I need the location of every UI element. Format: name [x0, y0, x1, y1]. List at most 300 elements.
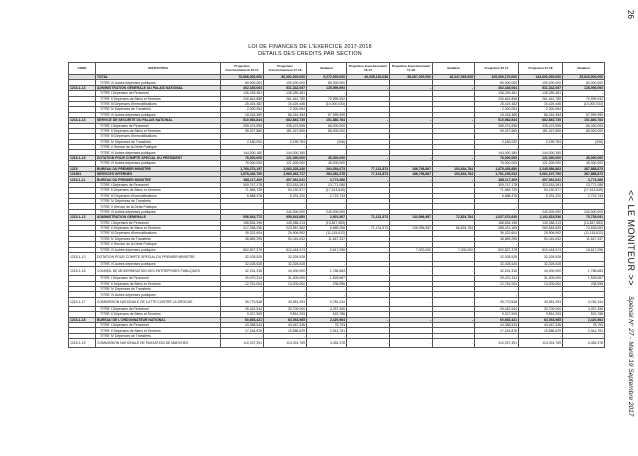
row-value: 40,551,293: [519, 297, 563, 306]
row-value: 9,272,000,000: [307, 75, 347, 80]
row-value: 269,474,996: [475, 123, 519, 128]
row-label: SERVICES INTERNES: [96, 172, 221, 177]
row-value: 151,880,784: [563, 118, 605, 123]
row-value: 240,000,000: [264, 209, 307, 214]
row-value: 13,000,000: [519, 281, 563, 286]
row-value: 269,474,996: [221, 123, 264, 128]
row-value: -: [264, 204, 307, 209]
row-value: 217,338,296: [221, 225, 264, 230]
row-label: TITRE II Dépenses de Biens et Services: [96, 312, 221, 317]
row-value: -: [475, 145, 519, 150]
header-total-1617: Projection 16-17: [475, 63, 519, 75]
row-value: 32,028,528: [475, 261, 519, 266]
row-value: 32,028,528: [519, 252, 563, 261]
row-label: COMMISSION NATIONALE DE LUTTE CONTRE LA DROGUE: [96, 297, 221, 306]
row-value: 32,028,528: [221, 261, 264, 266]
row-value: 2,420,564: [563, 317, 605, 322]
row-value: 45,000,000: [307, 155, 347, 160]
row-value: 71,131,973: [347, 215, 390, 220]
row-value: 502,827,378: [221, 247, 264, 252]
row-value: -: [433, 339, 475, 348]
row-value: -: [221, 209, 264, 214]
row-code: 1215-1-19: [69, 339, 96, 348]
row-value: -: [390, 155, 433, 160]
row-value: 9,291,220: [264, 193, 307, 198]
row-value: -: [475, 198, 519, 203]
row-value: 145,086,213: [264, 220, 307, 225]
row-value: 4,257,456: [307, 306, 347, 311]
row-value: -: [519, 287, 563, 292]
row-code: 1216-1-16: [69, 155, 96, 160]
row-value: 2,159,784: [264, 139, 307, 144]
row-value: -: [519, 134, 563, 139]
row-value: -: [390, 267, 433, 276]
row-label: TITRE II Dépenses de Biens et Services: [96, 281, 221, 286]
row-code: 1216-1-13: [69, 118, 96, 123]
row-value: -: [221, 333, 264, 338]
row-value: 136,259,481: [475, 91, 519, 96]
row-value: 4,781,244: [307, 297, 347, 306]
row-value: 402,345,064: [221, 85, 264, 90]
row-value: 110,037,391: [475, 339, 519, 348]
document-title: LOI DE FINANCES DE L'EXERCICE 2017-2018: [248, 44, 372, 50]
row-value: -: [347, 317, 390, 322]
row-value: -: [307, 292, 347, 297]
row-value: 66,824,784: [433, 225, 475, 230]
row-value: (206): [307, 139, 347, 144]
row-code: 121501: [69, 172, 96, 177]
row-value: 531,342,057: [264, 85, 307, 90]
row-value: -: [347, 267, 390, 276]
row-value: -: [221, 198, 264, 203]
row-value: -: [433, 297, 475, 306]
row-value: 11,647,337: [307, 236, 347, 241]
row-value: 240,000,000: [307, 209, 347, 214]
row-value: 56,067,200,000: [390, 75, 433, 80]
row-value: 2,000,054: [264, 107, 307, 112]
row-value: 26,442,544: [475, 306, 519, 311]
row-value: -: [390, 177, 433, 182]
row-value: 44,000,000: [519, 267, 563, 276]
row-value: -: [390, 297, 433, 306]
row-value: 25,619,000,000: [563, 75, 605, 80]
row-value: -: [390, 118, 433, 123]
row-value: 63,053,985: [264, 317, 307, 322]
row-value: 260,654,829: [519, 225, 563, 230]
row-value: 66,000,000: [307, 123, 347, 128]
header-fonct-variation: Variation: [307, 63, 347, 75]
row-value: -: [563, 91, 605, 96]
row-value: 80,000,000: [563, 80, 605, 85]
row-value: 2,180,000: [221, 139, 264, 144]
row-value: 15,424,448: [264, 101, 307, 106]
row-value: 32,028,528: [519, 261, 563, 266]
row-value: 76,000,000: [221, 155, 264, 160]
row-value: -: [307, 204, 347, 209]
row-value: 18,018,389: [475, 112, 519, 117]
row-value: -: [264, 333, 307, 338]
row-value: 71,131,973: [347, 225, 390, 230]
row-value: 128,996,993: [563, 85, 605, 90]
row-value: (11,115,612): [307, 231, 347, 236]
page-number: 26: [626, 10, 635, 19]
row-value: 223,987,582: [264, 225, 307, 230]
row-value: 110,037,391: [221, 339, 264, 348]
row-value: 38,869,295: [221, 236, 264, 241]
row-value: 2,063,328,340: [264, 166, 307, 171]
row-value: -: [307, 198, 347, 203]
row-value: 45,000,000: [307, 161, 347, 166]
row-value: -: [390, 85, 433, 90]
row-value: 1,102,818,536: [519, 215, 563, 220]
row-value: 2,180,000: [475, 139, 519, 144]
row-label: COMMISSION NATIONALE DE PASSATION DE MARCHES: [96, 339, 221, 348]
row-value: -: [519, 292, 563, 297]
row-code: 1215: [69, 166, 96, 171]
row-value: 2,000,054: [221, 107, 264, 112]
row-label: TITRE IV Dépenses de Transferts: [96, 236, 221, 241]
row-label: BUREAU DU PREMIER MINISTRE: [96, 166, 221, 171]
row-value: 35,770,648: [475, 297, 519, 306]
row-value: 32,028,528: [264, 261, 307, 266]
row-value: 54,150,577: [264, 188, 307, 193]
row-value: 6,689,296: [307, 225, 347, 230]
row-value: -: [519, 333, 563, 338]
row-value: 2,159,784: [519, 139, 563, 144]
row-value: -: [433, 155, 475, 160]
row-value: 76,000,000: [221, 161, 264, 166]
row-value: -: [264, 198, 307, 203]
document-title-block: [40, 44, 580, 58]
row-value: -: [307, 107, 347, 112]
row-value: -: [475, 242, 519, 247]
row-value: -: [264, 145, 307, 150]
row-value: 30,700,000: [264, 306, 307, 311]
row-value: 16,347,069,549: [433, 75, 475, 80]
row-value: -: [563, 333, 605, 338]
journal-issue: Spécial N° 27 - Mardi 19 Septembre 2017: [627, 296, 634, 417]
row-value: -: [221, 292, 264, 297]
row-value: 113,491,769: [264, 339, 307, 348]
row-value: 50,416,632: [519, 236, 563, 241]
row-label: TITRE II Dépenses de Biens et Services: [96, 188, 221, 193]
row-value: 309,747,178: [221, 182, 264, 187]
row-value: (10,000,034): [563, 101, 605, 106]
row-value: 7,000,000: [390, 247, 433, 252]
journal-title: << LE MONITEUR >>: [626, 190, 636, 287]
row-value: 145,086,213: [519, 220, 563, 225]
row-value: -: [563, 150, 605, 155]
row-value: 309,747,178: [475, 182, 519, 187]
row-value: 323,518,393: [519, 182, 563, 187]
row-value: 35,770,648: [221, 297, 264, 306]
row-value: 3,773,366: [563, 177, 605, 182]
row-value: 151,880,784: [307, 118, 347, 123]
row-value: 29,906,992: [264, 231, 307, 236]
row-value: -: [563, 107, 605, 112]
row-value: -: [347, 247, 390, 252]
row-label: TOTAL: [96, 75, 221, 80]
row-value: 1,529,687: [307, 276, 347, 281]
row-value: -: [475, 287, 519, 292]
row-value: -: [519, 145, 563, 150]
row-label: TITRE V Service de la Dette Publique: [96, 204, 221, 209]
row-label: TITRE II Dépenses de Biens et Services: [96, 225, 221, 230]
row-value: 25,424,482: [221, 101, 264, 106]
row-value: 4,781,244: [563, 297, 605, 306]
row-value: -: [563, 134, 605, 139]
row-label: TITRE VI Autres dépenses publiques: [96, 209, 221, 214]
row-value: 43,467,336: [264, 323, 307, 328]
row-value: 32,028,528: [221, 252, 264, 261]
row-value: 2,000,054: [475, 107, 519, 112]
row-value: 39,322,604: [475, 231, 519, 236]
row-value: 66,000,000: [563, 123, 605, 128]
row-value: 294,054,073: [307, 166, 347, 171]
row-code: 1215-1-12: [69, 215, 96, 220]
row-value: (10,000,034): [307, 101, 347, 106]
row-value: -: [519, 242, 563, 247]
row-value: 86,016,384: [264, 112, 307, 117]
row-value: 40,551,293: [264, 297, 307, 306]
row-value: 19,586,629: [264, 328, 307, 333]
row-value: -: [563, 261, 605, 266]
row-value: -: [563, 204, 605, 209]
row-value: 70,806,000,000: [221, 75, 264, 80]
row-code: 1216-1-13: [69, 85, 96, 90]
row-value: 75,735,091: [563, 215, 605, 220]
row-label: TITRE IV Dépenses de Transferts: [96, 287, 221, 292]
row-label: TITRE II Dépenses de Biens et Services: [96, 328, 221, 333]
row-value: 1,769,274,197: [221, 166, 264, 171]
row-value: 2,722,743: [563, 193, 605, 198]
row-value: 143,996,987: [390, 215, 433, 220]
row-label: TITRE VI Autres dépenses publiques: [96, 150, 221, 155]
row-value: -: [221, 145, 264, 150]
row-value: (13,847,983): [563, 220, 605, 225]
row-value: 357,991,041: [264, 177, 307, 182]
row-value: 510,982,844: [475, 118, 519, 123]
row-value: 230,842,858: [221, 96, 264, 101]
row-value: 42,231,316: [475, 267, 519, 276]
row-value: 144,000,180: [475, 150, 519, 155]
row-value: 523,788: [307, 312, 347, 317]
row-value: 26,442,544: [221, 306, 264, 311]
row-label: TITRE I Dépenses de Personnel: [96, 323, 221, 328]
row-value: 3,454,378: [563, 339, 605, 348]
row-value: 186,798,867: [390, 172, 433, 177]
row-value: 80,000,000: [475, 80, 519, 85]
row-value: 1,875,405,880: [475, 166, 519, 171]
row-value: -: [264, 242, 307, 247]
row-value: -: [221, 134, 264, 139]
row-label: TITRE I Dépenses de Personnel: [96, 306, 221, 311]
row-value: -: [221, 242, 264, 247]
row-value: 29,470,314: [475, 276, 519, 281]
header-total-1718: Projection 17-18: [519, 63, 563, 75]
journal-sidebar: [622, 10, 636, 446]
row-value: 13,771,088: [563, 182, 605, 187]
row-value: -: [307, 134, 347, 139]
row-value: -: [347, 339, 390, 348]
document-subtitle: DETAILS DES CREDITS PAR SECTION: [258, 51, 362, 57]
table-section-row: [69, 252, 605, 261]
row-label: TITRE VI Autres dépenses publiques: [96, 112, 221, 117]
row-value: 77,131,873: [347, 172, 390, 177]
row-code: 1215-1-11: [69, 177, 96, 182]
row-value: 60,653,421: [221, 317, 264, 322]
row-value: 9,617,096: [307, 247, 347, 252]
row-value: 39,322,604: [221, 231, 264, 236]
row-value: 12,761,004: [475, 281, 519, 286]
row-value: -: [563, 292, 605, 297]
row-label: BUREAU DE L'ORDONNATEUR NATIONAL: [96, 317, 221, 322]
row-value: -: [221, 287, 264, 292]
row-value: 181,327,865: [519, 128, 563, 133]
row-value: -: [563, 242, 605, 247]
row-value: 261,642,780: [519, 96, 563, 101]
row-value: 60,653,421: [475, 317, 519, 322]
row-value: 95,327,865: [475, 128, 519, 133]
row-value: 128,996,993: [307, 85, 347, 90]
row-value: 78,793: [563, 323, 605, 328]
table-section-row: [69, 339, 605, 348]
row-label: TITRE V Service de la Dette Publique: [96, 242, 221, 247]
row-value: 80,000,000: [307, 80, 347, 85]
row-label: TITRE I Dépenses de Personnel: [96, 123, 221, 128]
row-value: -: [307, 91, 347, 96]
row-value: -: [390, 317, 433, 322]
row-label: TITRE II Dépenses de Biens et Services: [96, 128, 221, 133]
row-code: 1215-1-18: [69, 317, 96, 322]
row-value: 284,082,378: [307, 172, 347, 177]
row-label: ADMINISTRATION GENERALE DU PALAIS NATIONAL: [96, 85, 221, 90]
row-value: 67,999,995: [563, 112, 605, 117]
row-value: 70,999,932: [307, 96, 347, 101]
row-value: -: [307, 150, 347, 155]
row-value: 13,000,000: [264, 281, 307, 286]
row-value: 323,518,393: [264, 182, 307, 187]
row-value: -: [347, 85, 390, 90]
row-value: -: [307, 261, 347, 266]
row-value: 519,444,474: [519, 247, 563, 252]
row-value: 136,259,481: [519, 91, 563, 96]
row-label: TITRE IV Dépenses de Transferts: [96, 107, 221, 112]
row-value: -: [307, 287, 347, 292]
row-value: 2,901,987: [307, 215, 347, 220]
row-value: 80,062,000,000: [264, 75, 307, 80]
row-label: TITRE IV Dépenses de Transferts: [96, 139, 221, 144]
table-section-row: [69, 267, 605, 276]
row-value: 19,586,629: [519, 328, 563, 333]
row-value: 2,245,956,863: [519, 166, 563, 171]
row-value: 86,016,384: [519, 112, 563, 117]
row-value: 367,888,873: [563, 166, 605, 171]
row-value: 3,061,107,790: [519, 172, 563, 177]
row-value: -: [563, 252, 605, 261]
row-value: 103,634,784: [433, 172, 475, 177]
row-value: 13,771,088: [307, 182, 347, 187]
row-value: 12,761,004: [221, 281, 264, 286]
row-label: SERVICE DE SECURITE DU PALAIS NATIONAL: [96, 118, 221, 123]
row-value: 238,996: [307, 281, 347, 286]
row-value: 31,000,000: [519, 276, 563, 281]
row-value: 25,424,482: [475, 101, 519, 106]
row-value: 662,862,739: [264, 118, 307, 123]
row-value: 136,259,481: [264, 91, 307, 96]
row-value: 72,824,784: [433, 215, 475, 220]
row-value: -: [347, 177, 390, 182]
row-value: 45,000,000: [563, 161, 605, 166]
row-value: -: [264, 287, 307, 292]
row-label: CONSEIL DE MODERNISATION DES ENTREPRISES PUBLIQUES: [96, 267, 221, 276]
row-label: TITRE I Dépenses de Personnel: [96, 182, 221, 187]
row-value: 121,000,000: [264, 161, 307, 166]
row-label: BUREAU DU PREMIER MINISTRE: [96, 177, 221, 182]
row-value: 1,761,159,912: [475, 172, 519, 177]
row-value: 181,327,865: [264, 128, 307, 133]
row-value: -: [433, 85, 475, 90]
row-value: 2,000,054: [519, 107, 563, 112]
row-value: -: [475, 204, 519, 209]
row-value: 44,000,000: [264, 267, 307, 276]
row-value: -: [390, 252, 433, 261]
row-value: 11,647,337: [563, 236, 605, 241]
row-value: 1,678,440,700: [221, 172, 264, 177]
row-value: 388,117,409: [475, 177, 519, 182]
row-value: -: [563, 198, 605, 203]
row-value: 186,798,867: [390, 166, 433, 171]
row-value: 512,444,474: [264, 247, 307, 252]
row-value: -: [433, 118, 475, 123]
row-value: 43,467,336: [519, 323, 563, 328]
row-value: 63,053,985: [519, 317, 563, 322]
header-invest-1617: Projection Investissement 16-17: [347, 63, 390, 75]
row-value: 4,257,456: [563, 306, 605, 311]
row-value: 9,291,220: [519, 193, 563, 198]
row-value: 238,996: [563, 281, 605, 286]
row-value: 510,982,844: [221, 118, 264, 123]
row-value: -: [347, 118, 390, 123]
row-value: 72,633,083: [563, 225, 605, 230]
row-value: 158,834,196: [475, 220, 519, 225]
row-value: 50,416,632: [264, 236, 307, 241]
row-label: TITRE II Dépenses de Biens et Services: [96, 96, 221, 101]
row-value: 956,943,772: [221, 215, 264, 220]
row-label: TITRE VI Autres dépenses publiques: [96, 261, 221, 266]
row-value: 100,000,000: [264, 80, 307, 85]
row-label: TITRE I Dépenses de Personnel: [96, 91, 221, 96]
row-label: TITRE VI Autres dépenses publiques: [96, 161, 221, 166]
row-label: TITRE I Dépenses de Personnel: [96, 276, 221, 281]
row-value: 43,388,543: [221, 323, 264, 328]
row-value: 16,617,096: [563, 247, 605, 252]
row-value: -: [307, 145, 347, 150]
row-label: TITRE III Dépenses d'Immobilisations: [96, 101, 221, 106]
row-value: 261,642,780: [264, 96, 307, 101]
row-value: 1,529,687: [563, 276, 605, 281]
row-value: 32,028,528: [475, 252, 519, 261]
row-value: 357,991,041: [519, 177, 563, 182]
row-label: TITRE V Service de la Dette Publique: [96, 145, 221, 150]
row-value: 67,999,995: [307, 112, 347, 117]
row-value: -: [347, 297, 390, 306]
row-value: 144,000,180: [264, 150, 307, 155]
row-value: 144,000,180: [221, 150, 264, 155]
row-value: 3,773,366: [307, 177, 347, 182]
row-value: 30,700,000: [519, 306, 563, 311]
row-value: 335,474,996: [264, 123, 307, 128]
